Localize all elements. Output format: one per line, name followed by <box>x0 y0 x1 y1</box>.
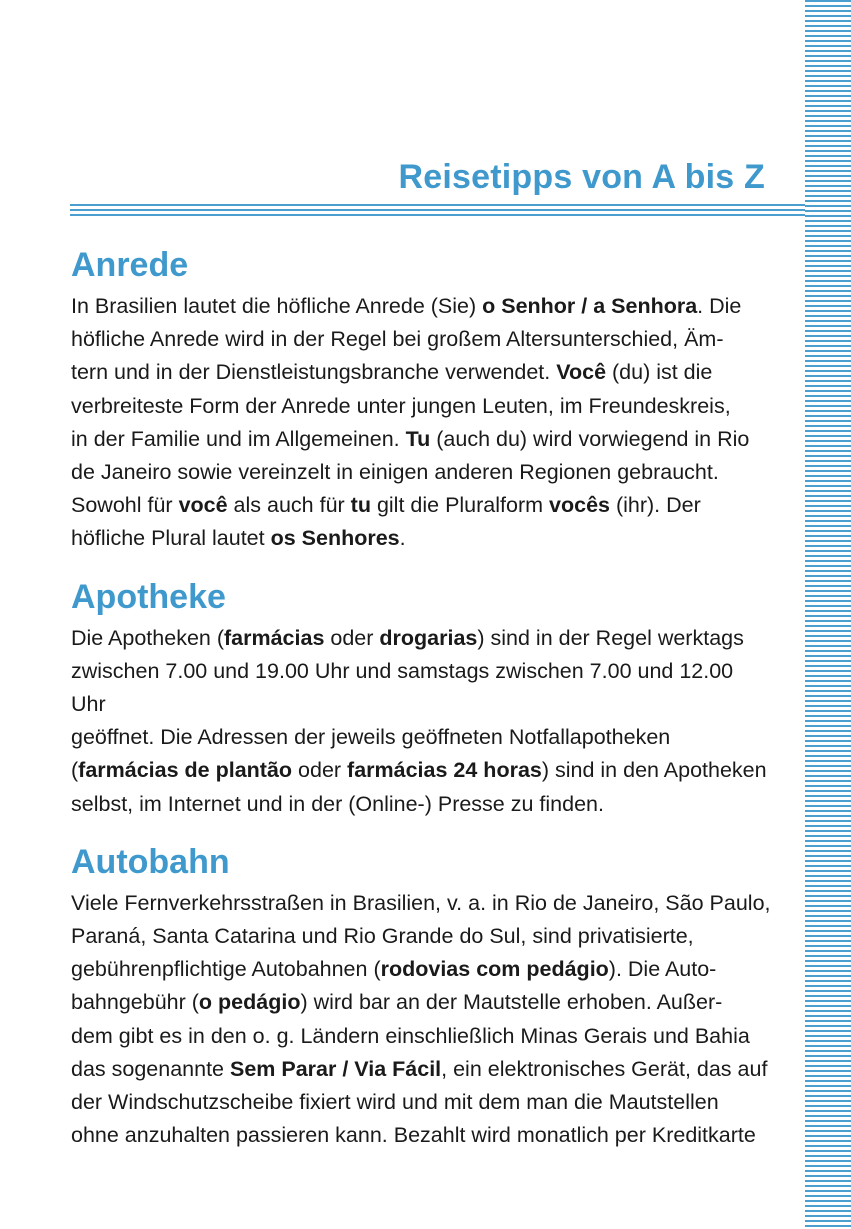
text-run: tern und in der Dienstleistungsbranche verwendet. <box>71 360 557 385</box>
text-run: bahngebühr ( <box>71 990 199 1015</box>
text-run: als auch für <box>227 493 351 518</box>
text-run: , ein elektronisches Gerät, das auf <box>441 1056 768 1081</box>
section-apotheke <box>71 576 771 821</box>
bold-term: tu <box>350 493 371 518</box>
bold-term: Sem Parar / Via Fácil <box>230 1056 442 1081</box>
text-run: Die Apotheken ( <box>71 625 224 650</box>
text-run: ) wird bar an der Mautstelle erhoben. Außer- <box>300 990 723 1015</box>
text-run: (du) ist die <box>606 360 713 385</box>
bold-term: Você <box>556 360 607 385</box>
section-heading: Autobahn <box>71 842 230 881</box>
text-run: (ihr). Der <box>609 493 701 518</box>
text-run: ). Die Auto- <box>608 957 717 982</box>
bold-term: rodovias com pedágio <box>380 957 609 982</box>
section-heading: Apotheke <box>71 577 226 616</box>
text-run: . <box>399 526 406 551</box>
text-run: Viele Fernverkehrsstraßen in Brasilien, v. a. in Rio de Janeiro, São Paulo, <box>71 890 771 915</box>
text-run: selbst, im Internet und in der (Online-) Presse zu finden. <box>71 791 604 816</box>
text-run: ) sind in der Regel werktags <box>477 625 744 650</box>
bold-term: Tu <box>405 426 431 451</box>
text-run: zwischen 7.00 und 19.00 Uhr und samstags zwischen 7.00 und 12.00 Uhr <box>71 658 734 717</box>
text-run: Paraná, Santa Catarina und Rio Grande do Sul, sind privatisierte, <box>71 924 694 949</box>
section-heading: Anrede <box>71 246 189 284</box>
text-run: in der Familie und im Allgemeinen. <box>71 426 406 451</box>
text-run: ohne anzuhalten passieren kann. Bezahlt wird monatlich per Kreditkarte <box>71 1123 756 1148</box>
bold-term: o pedágio <box>198 990 301 1015</box>
section-paragraph <box>71 290 771 556</box>
bold-term: o Senhor / a Senhora <box>482 294 698 318</box>
page-title: Reisetipps von A bis Z <box>398 158 765 196</box>
section-anrede <box>71 244 771 556</box>
bold-term: vocês <box>549 493 610 518</box>
text-run: höfliche Plural lautet <box>71 526 271 551</box>
text-run: gilt die Pluralform <box>370 493 550 518</box>
section-autobahn <box>71 841 771 1153</box>
text-run: geöffnet. Die Adressen der jeweils geöffneten Notfallapotheken <box>71 725 671 750</box>
text-run: (auch du) wird vorwiegend in Rio <box>430 426 750 451</box>
bold-term: farmácias <box>224 625 325 650</box>
text-run: das sogenannte <box>71 1056 230 1081</box>
title-rule <box>70 204 805 216</box>
text-run: de Janeiro sowie vereinzelt in einigen anderen Regionen gebraucht. <box>71 460 719 485</box>
text-run: ) sind in den Apotheken <box>541 758 767 783</box>
text-run: In Brasilien lautet die höfliche Anrede (Sie) <box>71 294 483 318</box>
bold-term: farmácias 24 horas <box>347 758 542 783</box>
decorative-stripe-band <box>805 0 851 1229</box>
text-run: höfliche Anrede wird in der Regel bei großem Altersunterschied, Äm- <box>71 327 724 352</box>
section-paragraph <box>71 622 771 821</box>
section-paragraph <box>71 887 771 1153</box>
text-run: . Die <box>697 294 742 318</box>
bold-term: você <box>178 493 228 518</box>
text-run: Sowohl für <box>71 493 179 518</box>
bold-term: farmácias de plantão <box>78 758 293 783</box>
bold-term: drogarias <box>379 625 478 650</box>
document-body <box>71 244 771 1172</box>
text-run: oder <box>292 758 348 783</box>
bold-term: os Senhores <box>270 526 400 551</box>
text-run: der Windschutzscheibe fixiert wird und mit dem man die Mautstellen <box>71 1090 719 1115</box>
text-run: ( <box>71 758 79 783</box>
text-run: oder <box>324 625 380 650</box>
text-run: gebührenpflichtige Autobahnen ( <box>71 957 381 982</box>
text-run: verbreiteste Form der Anrede unter jungen Leuten, im Freundeskreis, <box>71 393 731 418</box>
text-run: dem gibt es in den o. g. Ländern einschließlich Minas Gerais und Bahia <box>71 1023 750 1048</box>
